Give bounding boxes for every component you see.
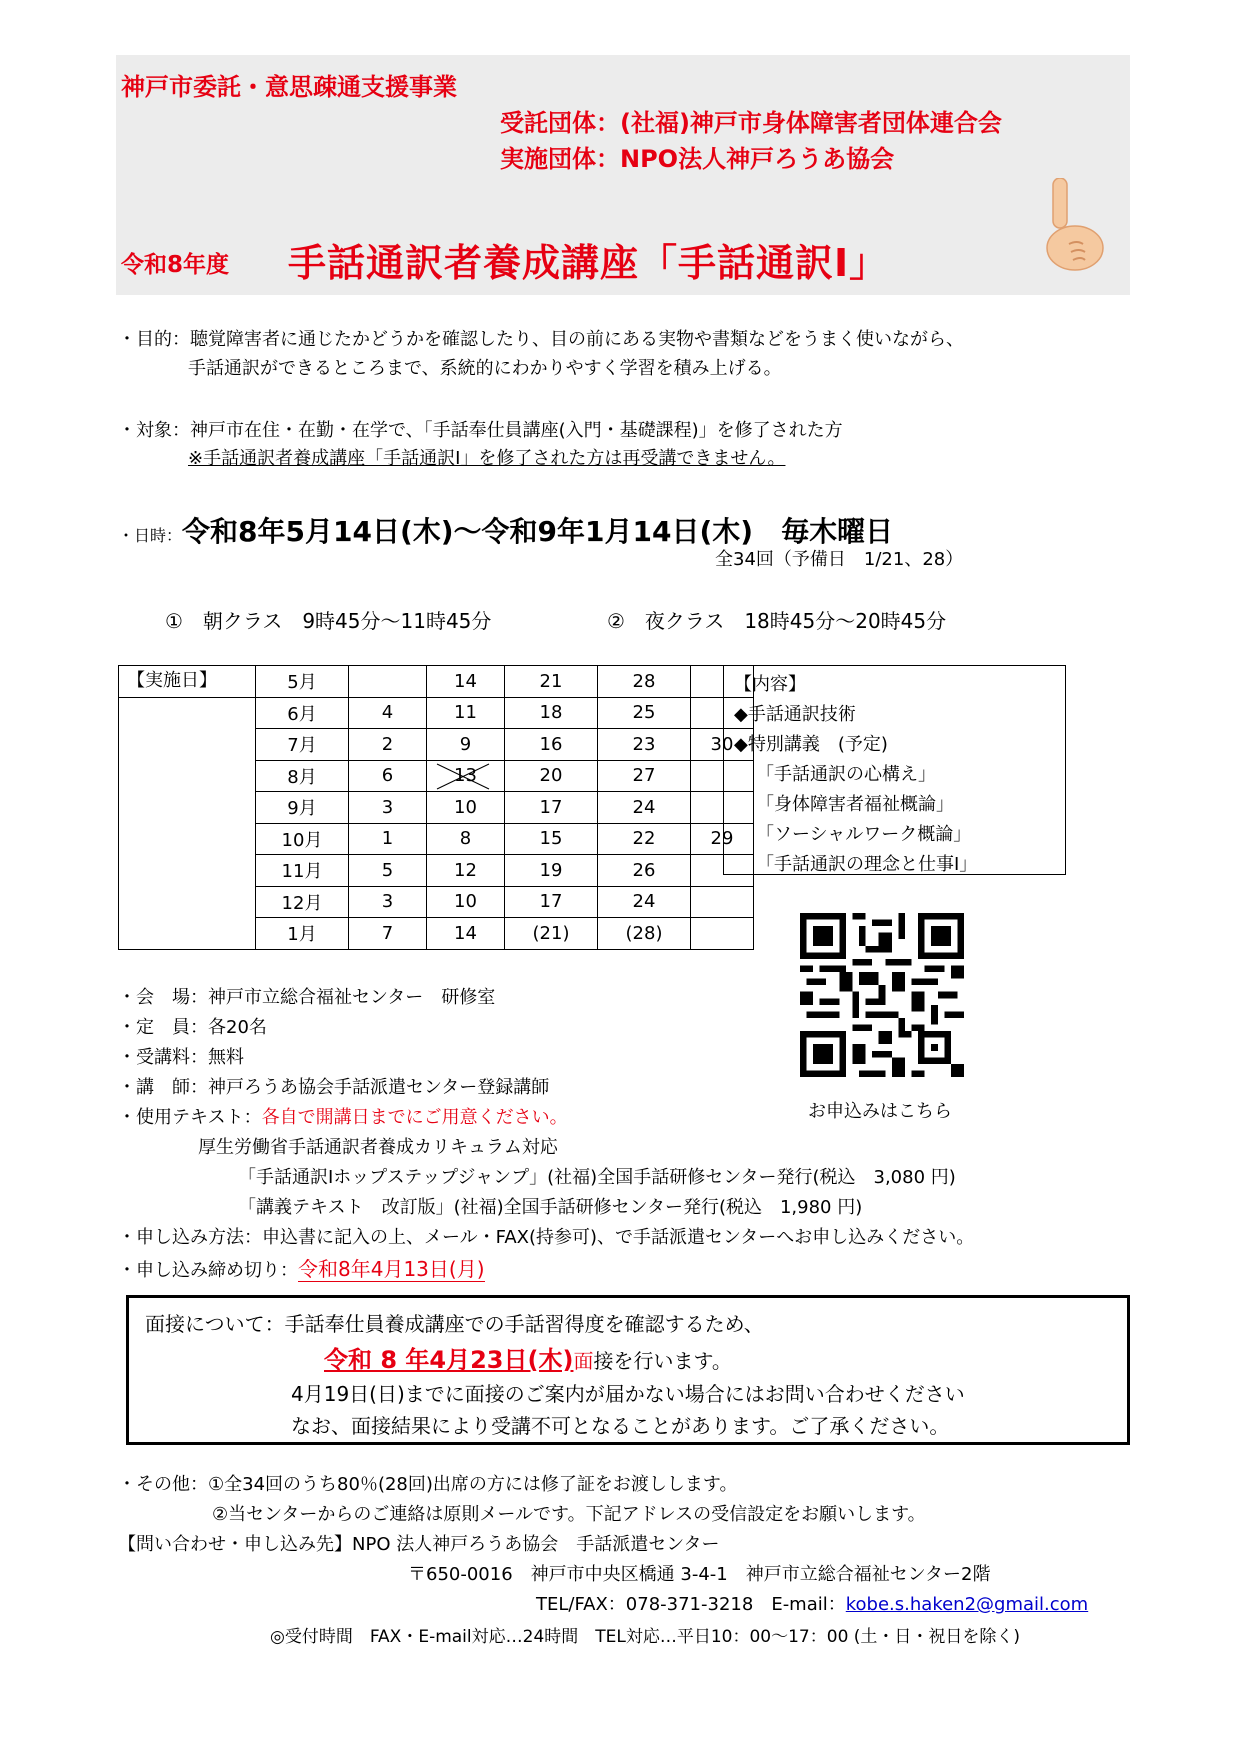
deadline-row [118, 1253, 485, 1282]
other-line1: ・その他：①全34回のうち80％(28回)出席の方には修了証をお渡しします。 [118, 1474, 738, 1495]
month-cell: 6月 [256, 697, 349, 729]
morning-class: ① 朝クラス 9時45分～11時45分 [165, 609, 492, 633]
text-row [118, 1103, 568, 1129]
month-cell: 7月 [256, 729, 349, 761]
entrusted-organization: 受託団体：(社福)神戸市身体障害者団体連合会 [500, 109, 1002, 137]
table-row [119, 855, 754, 887]
date-cell: 12 [427, 855, 505, 887]
contact-heading: 【問い合わせ・申し込み先】NPO 法人神戸ろうあ協会 手話派遣センター [118, 1534, 720, 1555]
month-cell: 9月 [256, 792, 349, 824]
interview-box [126, 1295, 1130, 1445]
date-cell: 4 [349, 697, 427, 729]
date-cell: 11 [427, 697, 505, 729]
interview-line4: なお、面接結果により受講不可となることがあります。ご了承ください。 [291, 1414, 950, 1438]
lecture-item: 「ソーシャルワーク概論」 [756, 824, 972, 845]
date-cell: (21) [505, 918, 598, 950]
schedule-label: ・日時： [118, 526, 183, 545]
schedule-row [118, 510, 893, 550]
table-blank-cell [119, 855, 256, 887]
date-cell: 15 [505, 823, 598, 855]
date-cell: 21 [505, 666, 598, 698]
title-prefix: 令和8年度 [121, 252, 230, 278]
date-cell: 10 [427, 886, 505, 918]
contact-tel-row [536, 1590, 1088, 1616]
date-cell [691, 918, 754, 950]
date-cell: 2 [349, 729, 427, 761]
date-cell: (28) [598, 918, 691, 950]
date-cell: 19 [505, 855, 598, 887]
month-cell: 11月 [256, 855, 349, 887]
date-cell: 10 [427, 792, 505, 824]
interview-line1: 面接について：手話奉仕員養成講座での手話習得度を確認するため、 [145, 1312, 764, 1336]
contact-tel: TEL/FAX：078-371-3218 E-mail： [536, 1594, 846, 1615]
date-cell: 5 [349, 855, 427, 887]
table-blank-cell [119, 918, 256, 950]
table-row [119, 918, 754, 950]
table-blank-cell [119, 729, 256, 761]
date-cell: 25 [598, 697, 691, 729]
date-cell: 8 [427, 823, 505, 855]
date-cell [691, 886, 754, 918]
text-book2: 「講義テキスト 改訂版」(社福)全国手話研修センター発行(税込 1,980 円) [238, 1197, 863, 1218]
date-cell [349, 666, 427, 698]
purpose-line1: 聴覚障害者に通じたかどうかを確認したり、目の前にある実物や書類などをうまく使いながら、 [190, 329, 964, 350]
table-row [119, 666, 754, 698]
schedule-table [118, 665, 754, 950]
text-label: ・使用テキスト： [118, 1107, 262, 1128]
date-cell: 14 [427, 918, 505, 950]
target-line1: 神戸市在住・在勤・在学で、「手話奉仕員講座(入門・基礎課程)」を修了された方 [190, 420, 843, 441]
date-cell: 7 [349, 918, 427, 950]
commission-title: 神戸市委託・意思疎通支援事業 [121, 73, 457, 101]
purpose-line2: 手話通訳ができるところまで、系統的にわかりやすく学習を積み上げる。 [188, 358, 782, 379]
target-note: ※手話通訳者養成講座「手話通訳Ⅰ」を修了された方は再受講できません。 [188, 448, 786, 469]
date-cell: 27 [598, 760, 691, 792]
implementing-organization: 実施団体：NPO法人神戸ろうあ協会 [500, 145, 895, 173]
apply-method: ・申し込み方法：申込書に記入の上、メール・FAX(持参可)、で手話派遣センターへお申し込みください。 [118, 1227, 975, 1248]
fee: ・受講料：無料 [118, 1047, 244, 1068]
schedule-count: 全34回（予備日 1/21、28） [715, 549, 964, 570]
interview-suffix: 接を行います。 [593, 1349, 732, 1373]
date-cell: 16 [505, 729, 598, 761]
schedule-dates: 令和8年5月14日(木)～令和9年1月14日(木) 毎木曜日 [182, 515, 894, 548]
contents-item-technique: ◆手話通訳技術 [734, 704, 856, 725]
lecture-item: 「身体障害者福祉概論」 [756, 794, 954, 815]
date-cell: 22 [598, 823, 691, 855]
table-row [119, 697, 754, 729]
date-cell: 29 [691, 823, 754, 855]
table-row [119, 823, 754, 855]
text-book1: 「手話通訳Ⅰホップステップジャンプ」(社福)全国手話研修センター発行(税込 3,080 円) [238, 1167, 956, 1188]
contents-box [723, 665, 1066, 875]
capacity: ・定 員：各20名 [118, 1017, 267, 1038]
lecture-item: 「手話通訳の理念と仕事Ⅰ」 [756, 854, 978, 875]
contents-header: 【内容】 [734, 674, 806, 695]
qr-caption: お申込みはこちら [808, 1101, 952, 1122]
purpose-row [118, 325, 964, 351]
date-cell: 24 [598, 886, 691, 918]
contact-address: 〒650-0016 神戸市中央区橋通 3-4-1 神戸市立総合福祉センター2階 [408, 1564, 991, 1585]
table-blank-cell [119, 697, 256, 729]
interview-line2 [324, 1340, 732, 1375]
month-cell: 12月 [256, 886, 349, 918]
month-cell: 1月 [256, 918, 349, 950]
month-cell: 10月 [256, 823, 349, 855]
date-cell: 20 [505, 760, 598, 792]
table-blank-cell [119, 792, 256, 824]
deadline-date: 令和8年4月13日(月) [298, 1257, 485, 1281]
interview-suffix-red: 面 [573, 1349, 594, 1373]
purpose-label: ・目的： [118, 329, 190, 350]
venue: ・会 場：神戸市立総合福祉センター 研修室 [118, 987, 496, 1008]
date-cell: 28 [598, 666, 691, 698]
date-cell: 3 [349, 792, 427, 824]
text-note: 各自で開講日までにご用意ください。 [261, 1107, 568, 1128]
table-blank-cell [119, 823, 256, 855]
date-cell: 18 [505, 697, 598, 729]
page-title: 手話通訳者養成講座「手話通訳Ⅰ」 [288, 241, 889, 285]
evening-class: ② 夜クラス 18時45分～20時45分 [607, 609, 947, 633]
date-cell: 14 [427, 666, 505, 698]
pointing-finger-icon [1045, 178, 1105, 273]
target-label: ・対象： [118, 420, 190, 441]
other-line2: ②当センターからのご連絡は原則メールです。下記アドレスの受信設定をお願いします。 [212, 1504, 926, 1525]
date-cell: 17 [505, 886, 598, 918]
interview-line3: 4月19日(日)までに面接のご案内が届かない場合にはお問い合わせください [291, 1382, 965, 1406]
table-row [119, 729, 754, 761]
table-header-cell: 【実施日】 [119, 666, 256, 698]
table-row [119, 886, 754, 918]
month-cell: 8月 [256, 760, 349, 792]
date-cell: 26 [598, 855, 691, 887]
lecture-item: 「手話通訳の心構え」 [756, 764, 936, 785]
date-cell: 24 [598, 792, 691, 824]
table-blank-cell [119, 886, 256, 918]
date-cell: 1 [349, 823, 427, 855]
instructor: ・講 師：神戸ろうあ協会手話派遣センター登録講師 [118, 1077, 550, 1098]
cancelled-date-cell [427, 760, 505, 792]
contents-item-special: ◆特別講義 (予定) [734, 734, 888, 755]
contact-hours: ◎受付時間 FAX・E-mail対応…24時間 TEL対応…平日10：00～17：00 (土・日・祝日を除く) [270, 1627, 1021, 1647]
deadline-label: ・申し込み締め切り： [118, 1260, 298, 1281]
table-row [119, 760, 754, 792]
date-cell: 17 [505, 792, 598, 824]
qr-code-icon[interactable] [800, 913, 964, 1077]
date-cell: 30 [691, 729, 754, 761]
target-row [118, 416, 843, 442]
cross-out-mark [427, 761, 504, 792]
date-cell: 23 [598, 729, 691, 761]
text-curriculum: 厚生労働省手話通訳者養成カリキュラム対応 [198, 1137, 558, 1158]
date-cell: 9 [427, 729, 505, 761]
cancelled-date: 13 [454, 765, 477, 787]
contact-email-link[interactable]: kobe.s.haken2@gmail.com [845, 1594, 1089, 1615]
month-cell: 5月 [256, 666, 349, 698]
table-blank-cell [119, 760, 256, 792]
date-cell: 3 [349, 886, 427, 918]
interview-date: 令和 8 年4月23日(木) [324, 1346, 574, 1374]
date-cell: 6 [349, 760, 427, 792]
table-row [119, 792, 754, 824]
